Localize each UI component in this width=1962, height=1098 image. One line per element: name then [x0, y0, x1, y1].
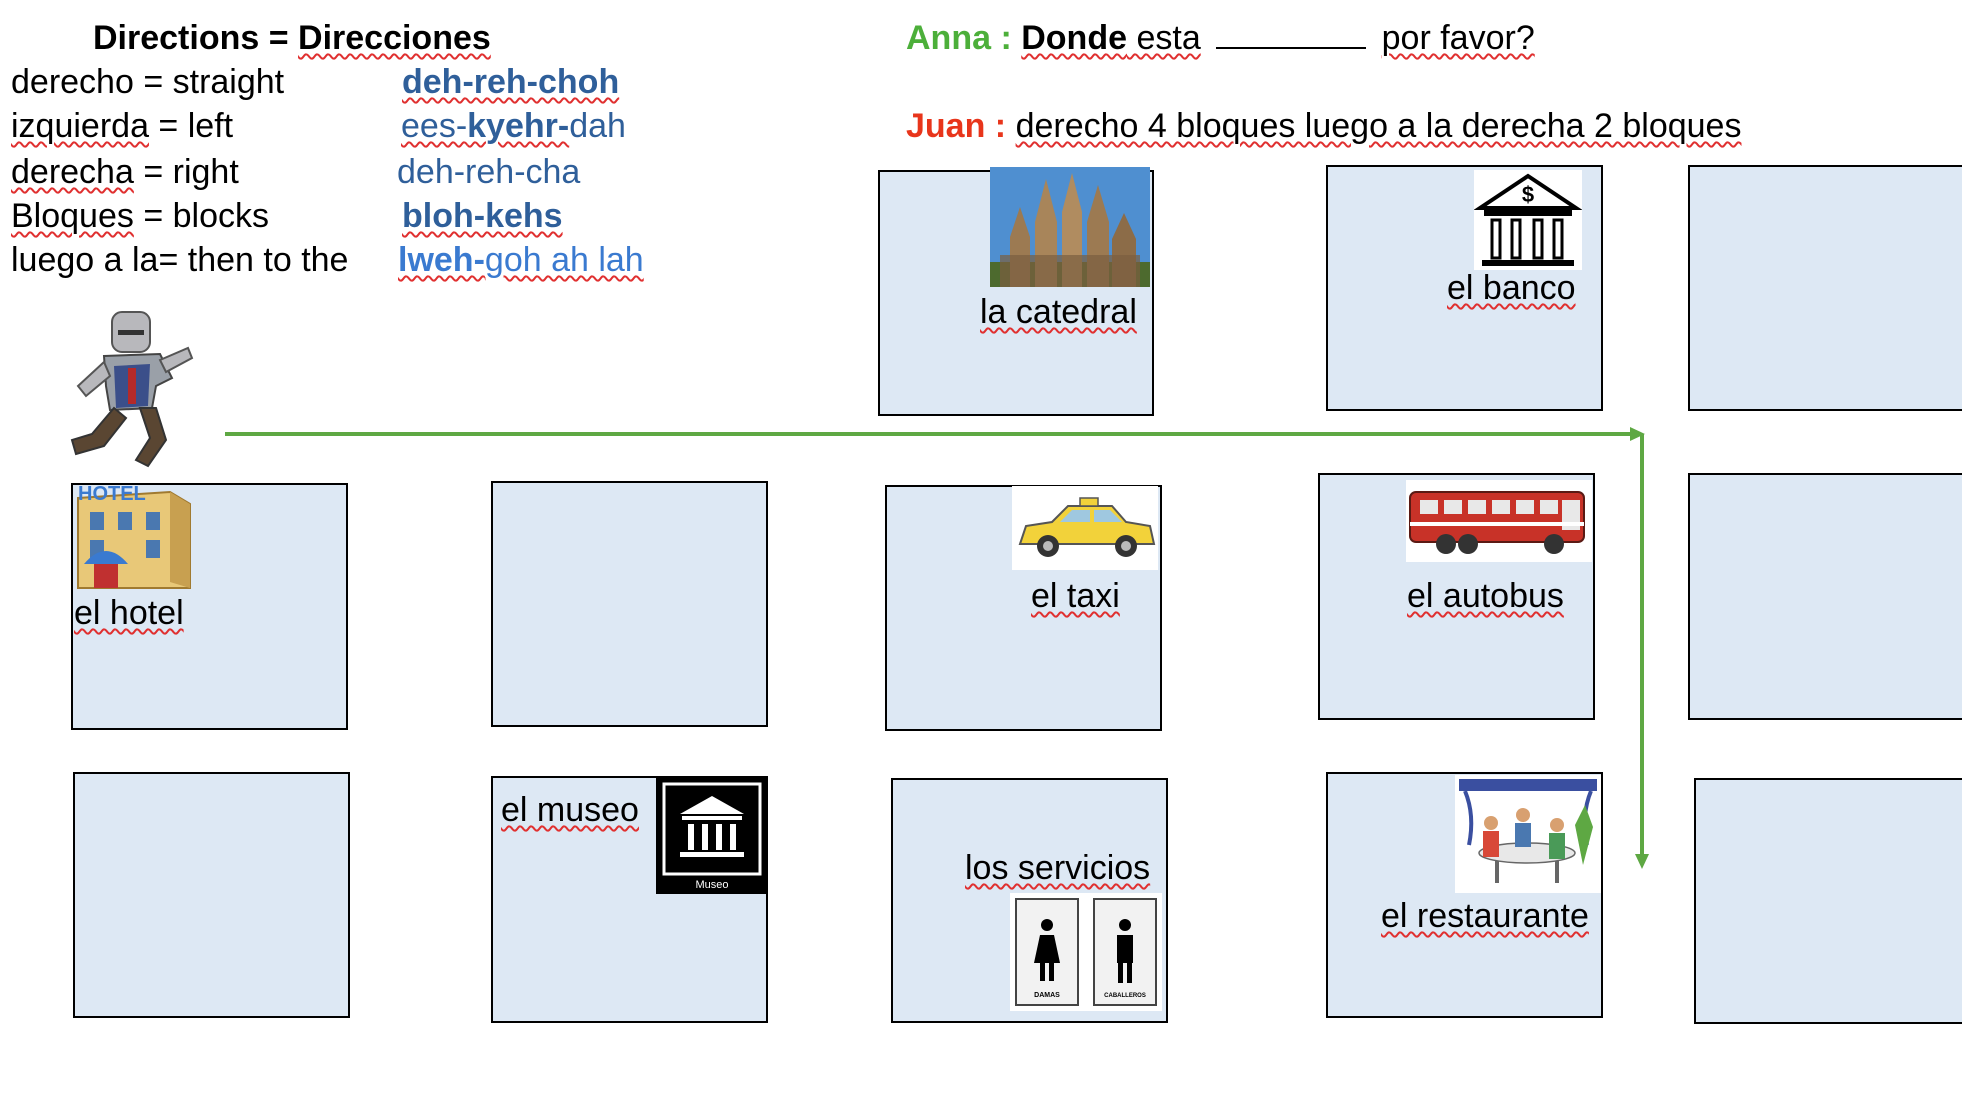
vocab-title-eq: =	[268, 19, 289, 57]
vocab-en: = right	[133, 153, 239, 191]
vocab-en: = then to the	[158, 241, 349, 279]
vocab-title-en: Directions	[93, 19, 260, 57]
pron-izquierda: ees-kyehr-dah	[401, 107, 626, 145]
hotel-icon	[70, 478, 198, 598]
vocab-es: izquierda	[11, 107, 149, 145]
label-restaurante: el restaurante	[1381, 897, 1589, 935]
restaurant-icon	[1455, 775, 1601, 893]
pron-bloques: bloh-kehs	[402, 197, 563, 235]
vocab-es: derecho	[11, 63, 134, 101]
bus-icon	[1406, 480, 1592, 562]
label-servicios: los servicios	[965, 849, 1151, 887]
vocab-es: Bloques	[11, 197, 134, 235]
bank-icon	[1474, 170, 1582, 270]
vocab-en: = straight	[133, 63, 285, 101]
label-catedral: la catedral	[980, 293, 1137, 331]
knight-icon	[52, 308, 194, 468]
cathedral-icon	[990, 167, 1150, 287]
vocab-es: derecha	[11, 153, 134, 191]
restroom-damas: DAMAS	[1034, 992, 1060, 999]
dialog-juan: Juan : derecho 4 bloques luego a la derecha 2 bloques	[906, 107, 1742, 145]
dialog-anna: Anna : Donde esta por favor?	[906, 19, 1535, 57]
vocab-en: = left	[148, 107, 234, 145]
pron-luego: lweh-goh ah lah	[398, 241, 644, 279]
restroom-icon	[1010, 893, 1162, 1011]
label-banco: el banco	[1447, 269, 1576, 307]
museum-sign: Museo	[695, 879, 729, 891]
label-taxi: el taxi	[1031, 577, 1120, 615]
vocab-title-es: Direcciones	[298, 19, 491, 57]
label-hotel: el hotel	[74, 594, 184, 632]
pron-derecha: deh-reh-cha	[397, 153, 581, 191]
vocab-en: = blocks	[133, 197, 269, 235]
anna-name: Anna :	[906, 19, 1012, 57]
vocab-es: luego a la	[11, 241, 159, 279]
svg-text:$: $	[1521, 182, 1535, 207]
hotel-sign: HOTEL	[78, 483, 146, 505]
pron-derecho: deh-reh-choh	[402, 63, 620, 101]
taxi-icon	[1012, 486, 1158, 570]
museum-icon	[656, 776, 768, 894]
juan-name: Juan :	[906, 107, 1007, 145]
restroom-caballeros: CABALLEROS	[1104, 993, 1146, 999]
label-museo: el museo	[501, 791, 639, 829]
label-autobus: el autobus	[1407, 577, 1564, 615]
